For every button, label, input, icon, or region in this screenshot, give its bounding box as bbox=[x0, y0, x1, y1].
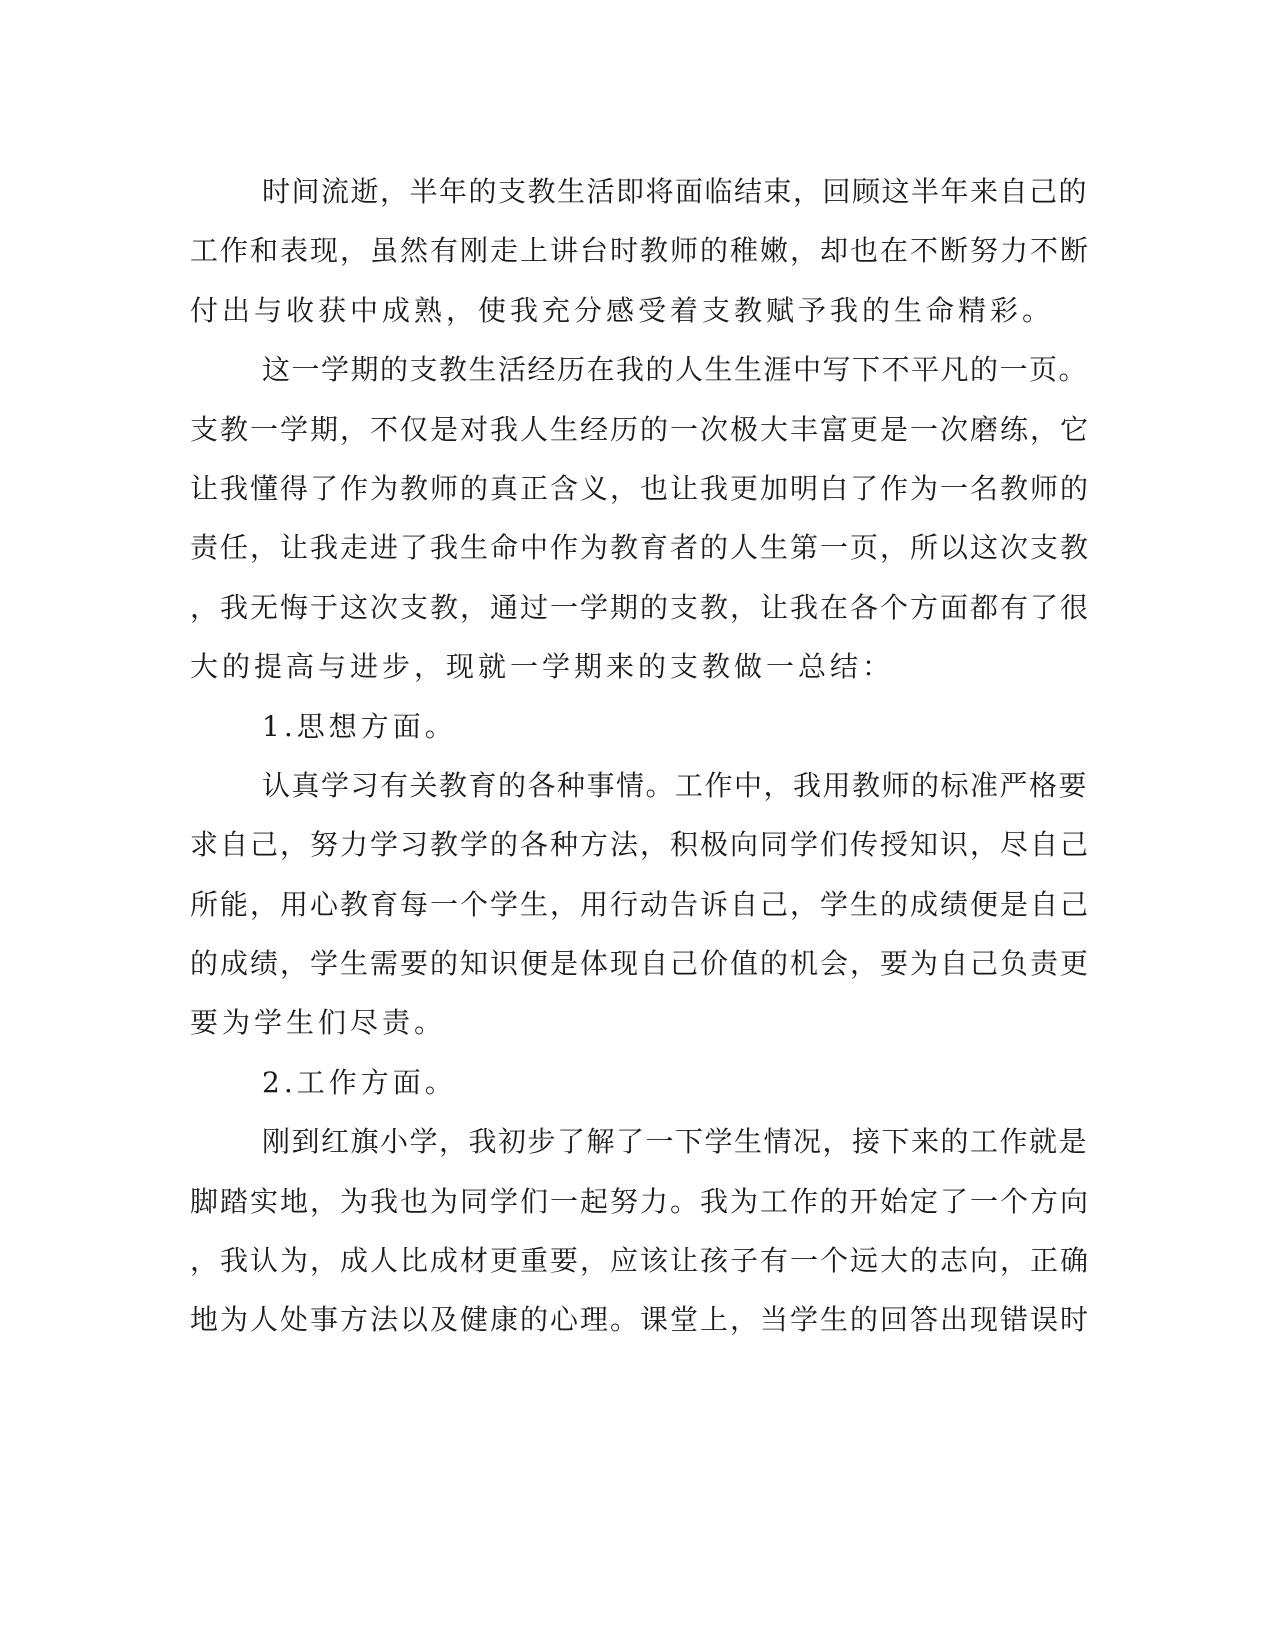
text-line: 要为学生们尽责。 bbox=[190, 1006, 447, 1040]
text-line: 责任，让我走进了我生命中作为教育者的人生第一页，所以这次支教 bbox=[190, 531, 1091, 565]
text-line: 脚踏实地，为我也为同学们一起努力。我为工作的开始定了一个方向 bbox=[190, 1184, 1091, 1218]
text-line: 刚到红旗小学，我初步了解了一下学生情况，接下来的工作就是 bbox=[262, 1125, 1089, 1159]
text-line: ，我无悔于这次支教，通过一学期的支教，让我在各个方面都有了很 bbox=[190, 590, 1091, 624]
section-heading: 1.思想方面。 bbox=[262, 709, 457, 743]
text-line: 大的提高与进步，现就一学期来的支教做一总结： bbox=[190, 650, 895, 684]
text-line: 认真学习有关教育的各种事情。工作中，我用教师的标准严格要 bbox=[262, 768, 1089, 802]
text-line: 的成绩，学生需要的知识便是体现自己价值的机会，要为自己负责更 bbox=[190, 947, 1091, 981]
text-line: 付出与收获中成熟，使我充分感受着支教赋予我的生命精彩。 bbox=[190, 293, 1055, 327]
text-line: 这一学期的支教生活经历在我的人生生涯中写下不平凡的一页。 bbox=[262, 353, 1089, 387]
document-body bbox=[190, 162, 1090, 1350]
text-line: 地为人处事方法以及健康的心理。课堂上，当学生的回答出现错误时 bbox=[190, 1303, 1091, 1337]
text-line: 时间流逝，半年的支教生活即将面临结束，回顾这半年来自己的 bbox=[262, 175, 1089, 208]
section-heading: 2.工作方面。 bbox=[262, 1065, 457, 1099]
text-line: 支教一学期，不仅是对我人生经历的一次极大丰富更是一次磨练，它 bbox=[190, 412, 1091, 446]
text-line: 所能，用心教育每一个学生，用行动告诉自己，学生的成绩便是自己 bbox=[190, 887, 1091, 921]
text-line: 工作和表现，虽然有刚走上讲台时教师的稚嫩，却也在不断努力不断 bbox=[190, 234, 1091, 268]
text-line: ，我认为，成人比成材更重要，应该让孩子有一个远大的志向，正确 bbox=[190, 1244, 1091, 1278]
text-line: 让我懂得了作为教师的真正含义，也让我更加明白了作为一名教师的 bbox=[190, 471, 1091, 505]
text-line: 求自己，努力学习教学的各种方法，积极向同学们传授知识，尽自己 bbox=[190, 828, 1091, 862]
